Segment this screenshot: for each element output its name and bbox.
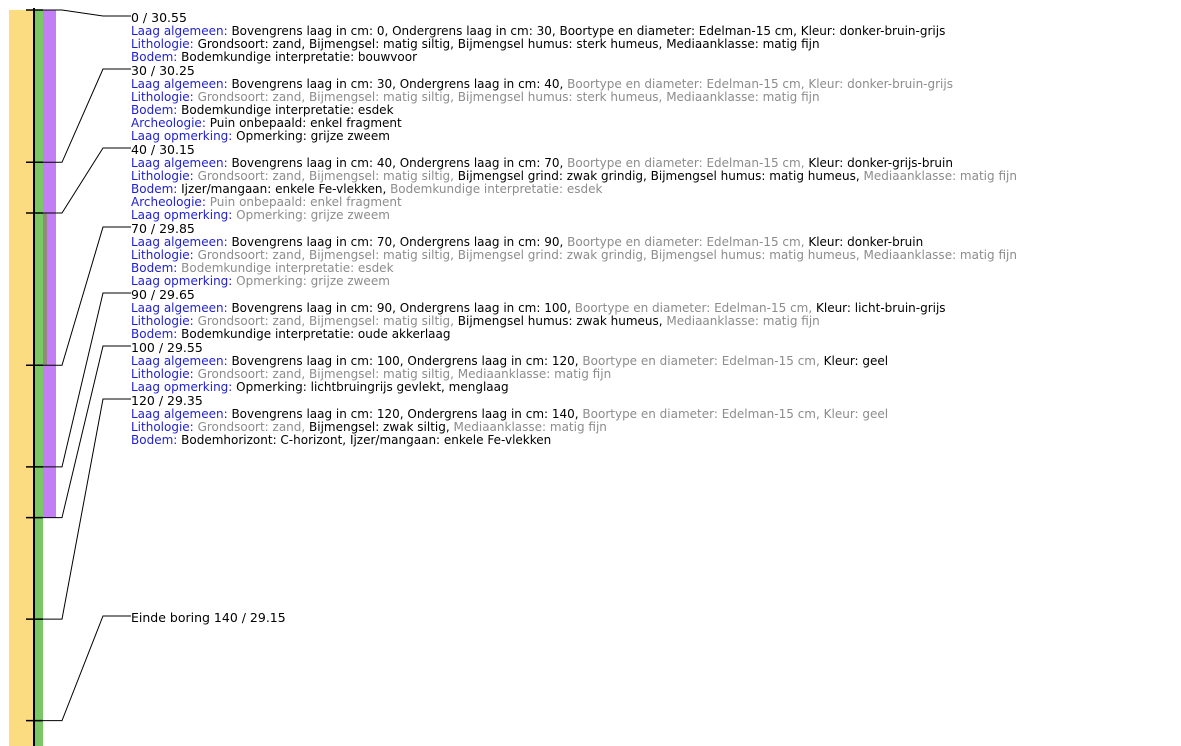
property-value: Grondsoort: zand, [197,90,310,104]
end-of-boring-label: Einde boring 140 / 29.15 [131,610,286,625]
category-label: Laag algemeen: [131,235,228,249]
property-value: Opmerking: grijze zweem [236,208,390,222]
property-value: Mediaanklasse: matig fijn [666,90,820,104]
property-value: Grondsoort: zand, [197,420,310,434]
property-value: Ondergrens laag in cm: 30, [392,24,560,38]
property-value: Bovengrens laag in cm: 100, [231,354,408,368]
property-value: Bovengrens laag in cm: 30, [231,77,400,91]
depth-label: 70 / 29.85 [131,221,195,236]
property-value: Bijmengsel: matig siltig, [309,37,458,51]
category-label: Lithologie: [131,248,194,262]
property-value: Ijzer/mangaan: enkele Fe-vlekken [349,433,552,447]
depth-label: 40 / 30.15 [131,142,195,157]
property-value: Kleur: donker-bruin [808,235,924,249]
property-value: Bijmengsel grind: zwak grindig, [457,169,651,183]
property-value: Grondsoort: zand, [197,37,310,51]
property-value: Ondergrens laag in cm: 70, [399,156,568,170]
property-value: Bovengrens laag in cm: 90, [231,301,400,315]
category-label: Lithologie: [131,90,194,104]
property-value: Bijmengsel: zwak siltig, [309,420,454,434]
property-value: Bovengrens laag in cm: 40, [231,156,400,170]
category-label: Laag opmerking: [131,129,233,143]
depth-label: 120 / 29.35 [131,393,203,408]
category-label: Lithologie: [131,367,194,381]
category-label: Archeologie: [131,195,206,209]
property-value: Mediaanklasse: matig fijn [863,169,1017,183]
property-value: Mediaanklasse: matig fijn [666,314,820,328]
property-value: Bodemhorizont: C-horizont, [181,433,350,447]
property-value: Mediaanklasse: matig fijn [457,367,612,381]
property-value: Bodemkundige interpretatie: bouwvoor [181,50,418,64]
property-value: Ondergrens laag in cm: 40, [399,77,568,91]
property-value: Grondsoort: zand, [197,367,310,381]
gray-strip [43,213,47,365]
property-value: Bodemkundige interpretatie: esdek [181,103,394,117]
property-value: Bijmengsel: matig siltig, [309,90,458,104]
property-value: Bijmengsel grind: zwak grindig, [457,248,651,262]
property-value: Ondergrens laag in cm: 120, [407,354,583,368]
property-value: Opmerking: grijze zweem [236,129,390,143]
depth-label: 30 / 30.25 [131,63,195,78]
layer-block [131,394,1179,447]
property-value: Boortype en diameter: Edelman-15 cm, [567,77,809,91]
property-value: Boortype en diameter: Edelman-15 cm, [559,24,801,38]
property-line [131,51,1179,64]
layer-block [131,341,1179,394]
category-label: Laag opmerking: [131,274,233,288]
property-value: Bodemkundige interpretatie: esdek [390,182,603,196]
category-label: Bodem: [131,50,178,64]
category-label: Laag opmerking: [131,208,233,222]
property-value: Bijmengsel humus: matig humeus, [650,248,864,262]
category-label: Lithologie: [131,420,194,434]
property-value: Bijmengsel: matig siltig, [309,248,458,262]
property-value: Ondergrens laag in cm: 90, [399,235,568,249]
property-value: Boortype en diameter: Edelman-15 cm, [574,301,816,315]
property-value: Bijmengsel humus: matig humeus, [650,169,864,183]
category-label: Bodem: [131,433,178,447]
category-label: Archeologie: [131,116,206,130]
property-value: Mediaanklasse: matig fijn [453,420,607,434]
category-label: Bodem: [131,327,178,341]
depth-label: 100 / 29.55 [131,340,203,355]
property-value: Puin onbepaald: enkel fragment [209,116,402,130]
category-label: Laag opmerking: [131,380,233,394]
property-value: Grondsoort: zand, [197,314,310,328]
connector-line [34,616,131,721]
property-value: Kleur: geel [823,407,889,421]
category-label: Lithologie: [131,37,194,51]
property-line [131,328,1179,341]
property-value: Opmerking: lichtbruingrijs gevlekt, menglaag [236,380,509,394]
property-line [131,209,1179,222]
property-value: Bodemkundige interpretatie: esdek [181,261,394,275]
property-value: Opmerking: grijze zweem [236,274,390,288]
property-value: Boortype en diameter: Edelman-15 cm, [582,407,824,421]
property-value: Puin onbepaald: enkel fragment [209,195,402,209]
property-value: Boortype en diameter: Edelman-15 cm, [582,354,824,368]
property-value: Kleur: donker-grijs-bruin [808,156,953,170]
category-label: Bodem: [131,182,178,196]
property-line [131,381,1179,394]
property-value: Bijmengsel: matig siltig, [309,314,458,328]
property-value: Bodemkundige interpretatie: oude akkerlaag [181,327,451,341]
layer-block [131,288,1179,341]
property-value: Mediaanklasse: matig fijn [863,248,1017,262]
green-strip [35,10,43,746]
layer-block [131,64,1179,143]
property-value: Mediaanklasse: matig fijn [666,37,820,51]
property-line [131,130,1179,143]
category-label: Laag algemeen: [131,24,228,38]
property-value: Kleur: donker-bruin-grijs [800,24,946,38]
layer-block [131,143,1179,222]
property-value: Bovengrens laag in cm: 0, [231,24,393,38]
property-value: Kleur: licht-bruin-grijs [815,301,946,315]
property-value: Bijmengsel humus: sterk humeus, [457,90,667,104]
category-label: Lithologie: [131,314,194,328]
property-value: Grondsoort: zand, [197,248,310,262]
category-label: Laag algemeen: [131,354,228,368]
column-bar [9,10,33,746]
category-label: Lithologie: [131,169,194,183]
property-line [131,275,1179,288]
property-value: Bijmengsel humus: zwak humeus, [457,314,667,328]
property-value: Ijzer/mangaan: enkele Fe-vlekken, [181,182,391,196]
property-value: Bijmengsel humus: sterk humeus, [457,37,667,51]
property-value: Bovengrens laag in cm: 70, [231,235,400,249]
category-label: Laag algemeen: [131,77,228,91]
property-value: Grondsoort: zand, [197,169,310,183]
property-value: Ondergrens laag in cm: 100, [399,301,575,315]
depth-label: 0 / 30.55 [131,10,187,25]
layer-descriptions [131,11,1179,447]
property-value: Kleur: geel [823,354,889,368]
property-value: Ondergrens laag in cm: 140, [407,407,583,421]
layer-block [131,222,1179,288]
property-value: Bovengrens laag in cm: 120, [231,407,408,421]
category-label: Laag algemeen: [131,156,228,170]
depth-label: 90 / 29.65 [131,287,195,302]
property-value: Bijmengsel: matig siltig, [309,367,458,381]
category-label: Bodem: [131,103,178,117]
property-value: Boortype en diameter: Edelman-15 cm, [567,156,809,170]
property-value: Kleur: donker-bruin-grijs [808,77,953,91]
category-label: Laag algemeen: [131,407,228,421]
layer-block [131,11,1179,64]
property-line [131,434,1179,447]
category-label: Bodem: [131,261,178,275]
category-label: Laag algemeen: [131,301,228,315]
property-value: Boortype en diameter: Edelman-15 cm, [567,235,809,249]
property-value: Bijmengsel: matig siltig, [309,169,458,183]
